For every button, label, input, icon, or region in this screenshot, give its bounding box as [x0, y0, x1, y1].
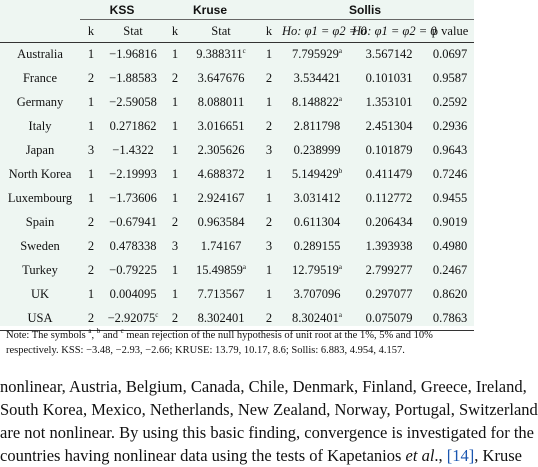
sollis-k-cell — [256, 235, 282, 259]
sollis-h0-1-cell-value: 3.534421 — [293, 71, 341, 85]
kruse-k-cell — [164, 115, 186, 139]
country-cell — [0, 43, 80, 67]
body-line-4-b: ., — [434, 446, 447, 465]
kruse-k-cell — [164, 235, 186, 259]
country-cell — [0, 187, 80, 211]
sollis-k-cell-value: 1 — [265, 95, 273, 109]
col-header-sollis-h0-2: Ho: φ1 = φ2 = 0 — [352, 20, 426, 43]
p-value-cell — [426, 235, 474, 259]
kss-k-cell — [80, 43, 102, 67]
sollis-h0-2-cell-value: 3.567142 — [365, 47, 413, 62]
p-value-cell-value: 0.8620 — [432, 287, 468, 301]
p-value-cell — [426, 91, 474, 115]
kruse-k-cell — [164, 283, 186, 307]
sollis-h0-1-cell — [282, 211, 352, 235]
table-row — [0, 283, 474, 307]
kss-stat-cell — [102, 307, 164, 331]
country-cell — [0, 283, 80, 307]
p-value-cell — [426, 139, 474, 163]
sollis-k-cell — [256, 139, 282, 163]
kruse-k-cell-value: 1 — [171, 95, 179, 109]
sollis-h0-1-cell — [282, 163, 352, 187]
country-cell-value: Australia — [17, 47, 63, 62]
sollis-k-cell-value: 1 — [265, 167, 273, 181]
sollis-k-cell-value: 3 — [265, 143, 273, 157]
kss-stat-cell-value: 0.004095 — [109, 287, 157, 301]
kruse-stat-cell-value: 4.688372 — [197, 167, 245, 181]
sollis-h0-1-cell — [282, 139, 352, 163]
country-cell-value: UK — [30, 287, 50, 301]
p-value-cell-value: 0.7246 — [432, 167, 468, 181]
significance-marker: c — [155, 310, 159, 319]
kss-k-cell-value: 2 — [87, 263, 95, 277]
body-line-3: are not nonlinear. By using this basic finding, convergence is investigated for the — [0, 423, 534, 442]
body-line-4 — [0, 444, 522, 467]
kruse-k-cell — [164, 259, 186, 283]
group-header-row — [0, 0, 474, 20]
table-row — [0, 115, 474, 139]
country-cell-value: USA — [27, 310, 53, 325]
p-value-cell-value: 0.9587 — [432, 71, 468, 85]
kruse-stat-cell — [186, 67, 256, 91]
col-header-stat-kss: Stat — [102, 20, 164, 43]
kss-stat-cell-value: −2.59058 — [109, 95, 157, 109]
kruse-k-cell — [164, 43, 186, 67]
sollis-h0-2-cell — [352, 259, 426, 283]
col-header-k-kruse: k — [164, 20, 186, 43]
p-value-cell-value: 0.2936 — [432, 119, 468, 133]
p-value-cell-value: 0.7863 — [432, 310, 468, 325]
sollis-k-cell — [256, 67, 282, 91]
kruse-stat-cell — [186, 283, 256, 307]
country-cell — [0, 259, 80, 283]
kruse-k-cell — [164, 307, 186, 331]
kss-k-cell — [80, 91, 102, 115]
kruse-k-cell-value: 1 — [171, 143, 179, 157]
kruse-stat-cell — [186, 211, 256, 235]
kruse-stat-cell-value: 8.088011 — [197, 95, 245, 109]
kss-stat-cell-value: 0.271862 — [109, 119, 157, 133]
kss-stat-cell — [102, 211, 164, 235]
sollis-k-cell-value: 1 — [265, 263, 273, 277]
note-sup-b: b — [96, 327, 101, 335]
kruse-stat-cell-value: 8.302401 — [197, 310, 245, 325]
sollis-k-cell — [256, 259, 282, 283]
note-text-d: mean rejection of the null hypothesis of unit root at the 1%, 5% and 10% — [123, 330, 433, 341]
country-cell — [0, 67, 80, 91]
significance-marker: a — [338, 310, 342, 319]
sollis-k-cell-value: 1 — [265, 47, 273, 62]
table-row — [0, 307, 474, 331]
sollis-h0-1-cell-value: 7.795929 — [292, 47, 339, 62]
kss-stat-cell — [102, 43, 164, 67]
body-line-4-a: countries having nonlinear data using the tests of Kapetanios — [0, 446, 406, 465]
sollis-h0-1-cell-value: 12.79519 — [292, 263, 339, 277]
significance-marker: c — [242, 47, 246, 56]
column-header-row — [0, 20, 474, 43]
sollis-h0-1-cell-value: 2.811798 — [293, 119, 341, 133]
country-cell-value: North Korea — [8, 167, 72, 181]
p-value-cell-value: 0.9643 — [432, 143, 468, 157]
kss-k-cell — [80, 115, 102, 139]
kss-stat-cell — [102, 187, 164, 211]
sollis-h0-2-cell — [352, 115, 426, 139]
significance-marker: b — [338, 167, 343, 175]
kruse-k-cell — [164, 211, 186, 235]
kss-k-cell-value: 3 — [87, 143, 95, 157]
table-row — [0, 139, 474, 163]
kruse-k-cell — [164, 163, 186, 187]
sollis-h0-1-cell — [282, 67, 352, 91]
corner-cell — [0, 0, 80, 20]
sollis-h0-2-cell — [352, 67, 426, 91]
sollis-k-cell-value: 2 — [265, 119, 273, 133]
table-row — [0, 91, 474, 115]
note-line-2: respectively. KSS: −3.48, −2.93, −2.66; KRUSE: 13.79, 10.17, 8.6; Sollis: 6.883, 4.954, 4.157. — [6, 345, 405, 356]
kruse-stat-cell — [186, 115, 256, 139]
sollis-h0-2-cell-value: 1.353101 — [365, 95, 413, 109]
sollis-h0-1-cell-value: 8.148822 — [292, 95, 339, 109]
kss-stat-cell — [102, 283, 164, 307]
country-header — [0, 20, 80, 43]
citation-link[interactable]: [14] — [446, 446, 475, 465]
kruse-k-cell-value: 1 — [171, 167, 179, 181]
kss-k-cell-value: 2 — [87, 239, 95, 253]
sollis-k-cell — [256, 187, 282, 211]
kss-stat-cell — [102, 163, 164, 187]
p-value-cell — [426, 211, 474, 235]
body-line-1: nonlinear, Austria, Belgium, Canada, Chile, Denmark, Finland, Greece, Ireland, — [0, 377, 527, 396]
kruse-stat-cell — [186, 139, 256, 163]
country-cell — [0, 139, 80, 163]
kruse-k-cell-value: 1 — [171, 287, 179, 301]
sollis-h0-2-cell-value: 0.297077 — [365, 287, 413, 301]
significance-marker: a — [242, 263, 246, 271]
sollis-h0-1-cell-value: 0.289155 — [293, 239, 341, 253]
kruse-k-cell-value: 1 — [171, 263, 179, 277]
sollis-h0-1-cell — [282, 43, 352, 67]
sollis-h0-2-cell — [352, 283, 426, 307]
kss-stat-cell-value: 0.478338 — [109, 239, 157, 253]
kss-k-cell-value: 2 — [87, 71, 95, 85]
table-row — [0, 259, 474, 283]
kss-k-cell — [80, 259, 102, 283]
sollis-h0-2-cell — [352, 211, 426, 235]
kss-stat-cell-value: −0.79225 — [109, 263, 157, 277]
kss-stat-cell — [102, 259, 164, 283]
kss-k-cell-value: 1 — [87, 95, 95, 109]
kss-stat-cell-value: −1.73606 — [109, 191, 157, 205]
kruse-stat-cell-value: 0.963584 — [197, 215, 245, 229]
country-cell — [0, 307, 80, 331]
p-value-cell-value: 0.9019 — [432, 215, 468, 229]
kss-k-cell — [80, 67, 102, 91]
kss-stat-cell-value: −0.67941 — [109, 215, 157, 229]
kruse-stat-cell — [186, 43, 256, 67]
kss-k-cell-value: 2 — [87, 215, 95, 229]
p-value-cell-value: 0.9455 — [432, 191, 468, 205]
sollis-h0-2-cell — [352, 91, 426, 115]
kss-stat-cell — [102, 235, 164, 259]
note-sup-a: a — [88, 327, 92, 335]
p-value-cell-value: 0.2592 — [432, 95, 468, 109]
col-header-sollis-h0-1: Ho: φ1 = φ2 = 0 — [282, 20, 352, 43]
sollis-h0-1-cell-value: 3.031412 — [293, 191, 341, 205]
kruse-k-cell-value: 2 — [171, 310, 179, 325]
kruse-stat-cell-value: 2.924167 — [197, 191, 245, 205]
kss-stat-cell — [102, 115, 164, 139]
significance-marker: a — [338, 263, 342, 271]
country-cell — [0, 235, 80, 259]
sollis-h0-2-cell — [352, 163, 426, 187]
note-line-1 — [6, 328, 474, 343]
kruse-stat-cell — [186, 91, 256, 115]
kss-stat-cell — [102, 139, 164, 163]
body-line-2: South Korea, Mexico, Netherlands, New Zealand, Norway, Portugal, Switzerland — [0, 400, 538, 419]
note-sup-c: c — [120, 327, 124, 335]
sollis-h0-1-cell-value: 0.611304 — [293, 215, 341, 229]
kss-k-cell — [80, 187, 102, 211]
kruse-stat-cell-value: 3.647676 — [197, 71, 245, 85]
sollis-h0-2-cell — [352, 139, 426, 163]
kss-k-cell-value: 1 — [87, 167, 95, 181]
table-row — [0, 43, 474, 67]
country-cell — [0, 115, 80, 139]
kruse-k-cell — [164, 139, 186, 163]
kruse-k-cell-value: 2 — [171, 215, 179, 229]
kss-k-cell-value: 1 — [87, 191, 95, 205]
sollis-h0-2-cell-value: 0.206434 — [365, 215, 413, 229]
sollis-h0-1-cell-value: 3.707096 — [293, 287, 341, 301]
sollis-h0-2-cell-value: 0.075079 — [365, 310, 413, 325]
table-row — [0, 235, 474, 259]
p-value-cell-value: 0.0697 — [432, 47, 468, 62]
p-value-cell — [426, 307, 474, 331]
country-cell-value: Japan — [25, 143, 55, 157]
sollis-h0-2-cell — [352, 307, 426, 331]
p-value-cell-value: 0.2467 — [432, 263, 468, 277]
kss-stat-cell-value: −1.4322 — [112, 143, 154, 157]
kruse-k-cell-value: 2 — [171, 71, 179, 85]
sollis-h0-1-cell-value: 5.149429 — [291, 167, 339, 181]
sollis-k-cell — [256, 91, 282, 115]
sollis-h0-1-cell — [282, 91, 352, 115]
kruse-stat-cell-value: 7.713567 — [197, 287, 245, 301]
sollis-h0-2-cell-value: 0.101879 — [365, 143, 413, 157]
kss-k-cell-value: 1 — [87, 119, 95, 133]
sollis-h0-2-cell — [352, 235, 426, 259]
country-cell-value: Turkey — [22, 263, 58, 277]
kruse-k-cell — [164, 91, 186, 115]
sollis-h0-2-cell-value: 0.101031 — [365, 71, 413, 85]
kss-stat-cell — [102, 91, 164, 115]
col-header-k-kss: k — [80, 20, 102, 43]
kss-k-cell-value: 2 — [87, 310, 95, 325]
kruse-stat-cell-value: 1.74167 — [200, 239, 242, 253]
table-row — [0, 163, 474, 187]
kruse-stat-cell — [186, 307, 256, 331]
sollis-k-cell — [256, 43, 282, 67]
group-header-sollis: Sollis — [256, 0, 474, 20]
sollis-h0-2-cell — [352, 43, 426, 67]
p-value-cell — [426, 259, 474, 283]
sollis-h0-2-cell-value: 2.799277 — [365, 263, 413, 277]
kss-k-cell-value: 1 — [87, 47, 95, 62]
country-cell — [0, 211, 80, 235]
p-value-cell — [426, 67, 474, 91]
kruse-k-cell-value: 1 — [171, 119, 179, 133]
country-cell-value: Luxembourg — [7, 191, 73, 205]
note-text-b: , — [91, 330, 97, 341]
col-header-k-sollis: k — [256, 20, 282, 43]
table-row — [0, 187, 474, 211]
sollis-h0-1-cell-value: 8.302401 — [292, 310, 339, 325]
kruse-k-cell-value: 1 — [171, 191, 179, 205]
kss-k-cell — [80, 163, 102, 187]
col-header-p-value: p value — [426, 20, 474, 43]
sollis-k-cell — [256, 163, 282, 187]
sollis-h0-2-cell-value: 2.451304 — [365, 119, 413, 133]
kruse-stat-cell-value: 2.305626 — [197, 143, 245, 157]
kss-k-cell-value: 1 — [87, 287, 95, 301]
sollis-h0-2-cell — [352, 187, 426, 211]
p-value-cell — [426, 187, 474, 211]
table-note — [6, 328, 474, 358]
kruse-stat-cell-value: 15.49859 — [196, 263, 243, 277]
table-row — [0, 67, 474, 91]
sollis-h0-1-cell-value: 0.238999 — [293, 143, 341, 157]
p-value-cell — [426, 163, 474, 187]
country-cell-value: Spain — [25, 215, 55, 229]
sollis-k-cell-value: 1 — [265, 191, 273, 205]
group-header-kruse: Kruse — [164, 0, 256, 20]
sollis-k-cell — [256, 283, 282, 307]
country-cell-value: France — [22, 71, 57, 85]
kss-stat-cell — [102, 67, 164, 91]
kss-k-cell — [80, 235, 102, 259]
kss-stat-cell-value: −1.88583 — [109, 71, 157, 85]
sollis-h0-2-cell-value: 0.411479 — [365, 167, 413, 181]
kss-k-cell — [80, 283, 102, 307]
kruse-k-cell-value: 3 — [171, 239, 179, 253]
sollis-k-cell — [256, 211, 282, 235]
sollis-k-cell-value: 1 — [265, 287, 273, 301]
p-value-cell — [426, 115, 474, 139]
country-cell-value: Sweden — [20, 239, 60, 253]
sollis-h0-1-cell — [282, 187, 352, 211]
sollis-k-cell-value: 2 — [265, 310, 273, 325]
sollis-h0-1-cell — [282, 307, 352, 331]
sollis-k-cell-value: 3 — [265, 239, 273, 253]
country-cell-value: Germany — [16, 95, 64, 109]
kruse-k-cell — [164, 67, 186, 91]
note-text-c: and — [100, 330, 121, 341]
kruse-k-cell-value: 1 — [171, 47, 179, 62]
country-cell — [0, 163, 80, 187]
table-body — [0, 43, 474, 331]
kruse-stat-cell — [186, 187, 256, 211]
sollis-h0-1-cell — [282, 115, 352, 139]
sollis-k-cell-value: 2 — [265, 215, 273, 229]
kss-stat-cell-value: −1.96816 — [109, 47, 157, 62]
sollis-k-cell — [256, 307, 282, 331]
significance-marker: a — [338, 47, 342, 56]
kruse-stat-cell — [186, 163, 256, 187]
p-value-cell — [426, 283, 474, 307]
kruse-stat-cell-value: 9.388311 — [196, 47, 243, 62]
country-cell — [0, 91, 80, 115]
table-row — [0, 211, 474, 235]
country-cell-value: Italy — [28, 119, 52, 133]
sollis-h0-2-cell-value: 1.393938 — [365, 239, 413, 253]
sollis-h0-2-cell-value: 0.112772 — [365, 191, 413, 205]
significance-marker: a — [338, 95, 342, 103]
group-header-kss: KSS — [80, 0, 164, 20]
sollis-k-cell — [256, 115, 282, 139]
kss-stat-cell-value: −2.92075 — [107, 310, 156, 325]
p-value-cell-value: 0.4980 — [432, 239, 468, 253]
kruse-stat-cell-value: 3.016651 — [197, 119, 245, 133]
kruse-k-cell — [164, 187, 186, 211]
et-al-text: et al — [405, 446, 435, 465]
p-value-cell — [426, 43, 474, 67]
body-paragraph — [0, 375, 538, 467]
kss-stat-cell-value: −2.19993 — [109, 167, 157, 181]
kss-k-cell — [80, 139, 102, 163]
body-line-4-c: , Kruse — [474, 446, 522, 465]
sollis-h0-1-cell — [282, 283, 352, 307]
kruse-stat-cell — [186, 259, 256, 283]
sollis-k-cell-value: 2 — [265, 71, 273, 85]
sollis-h0-1-cell — [282, 235, 352, 259]
kruse-stat-cell — [186, 235, 256, 259]
col-header-stat-kruse: Stat — [186, 20, 256, 43]
note-text-a: Note: The symbols — [6, 330, 89, 341]
sollis-h0-1-cell — [282, 259, 352, 283]
kss-k-cell — [80, 211, 102, 235]
